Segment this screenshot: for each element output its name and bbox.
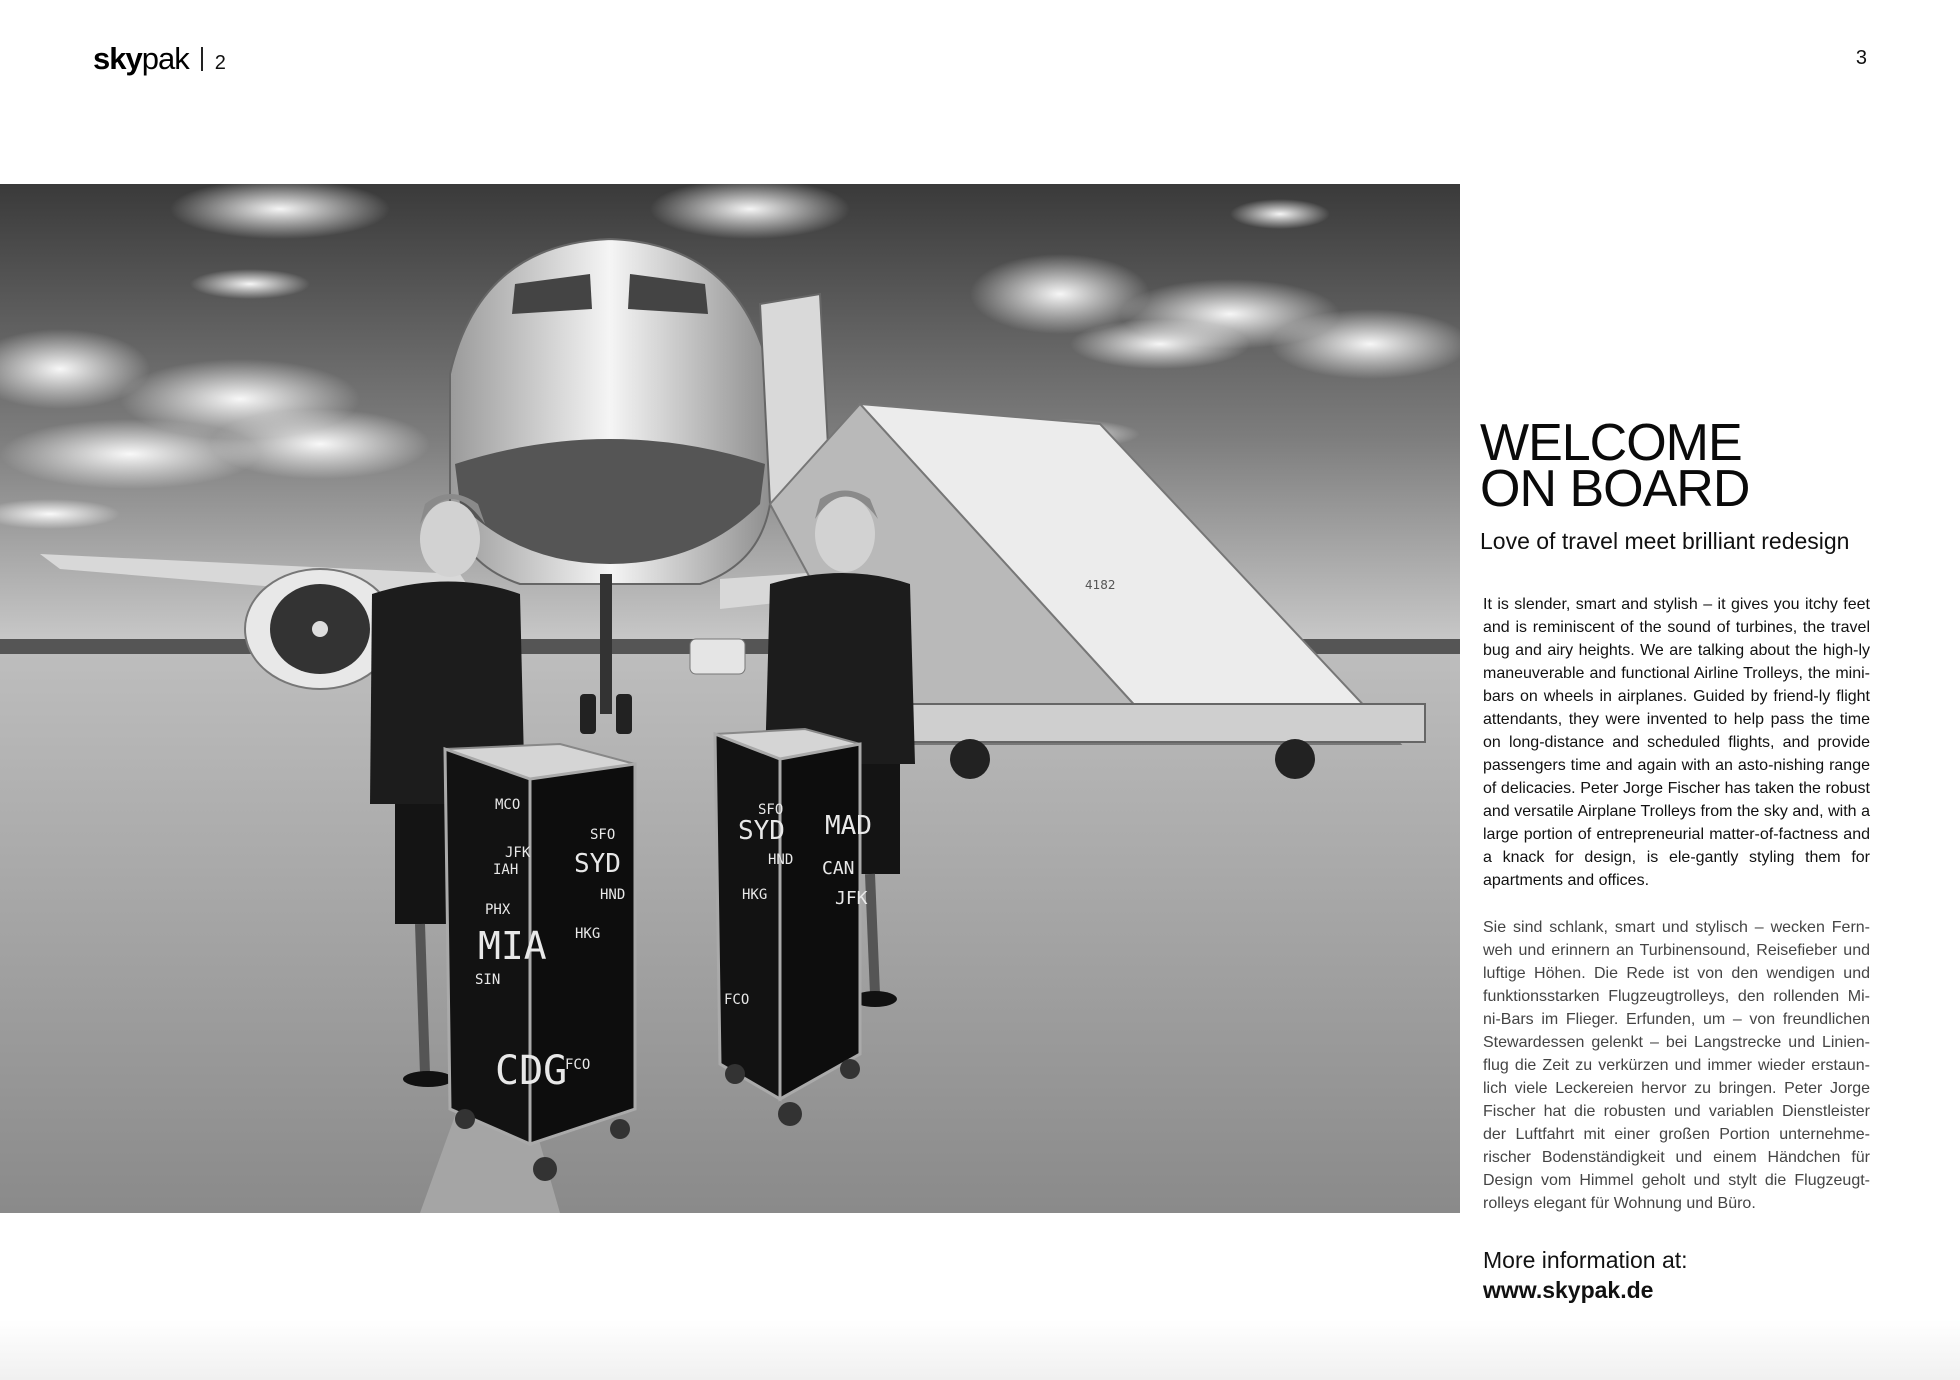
svg-text:HND: HND <box>768 852 794 868</box>
svg-text:FCO: FCO <box>565 1057 591 1073</box>
headline-line-2: ON BOARD <box>1480 460 1750 518</box>
article-headline <box>1480 414 1870 518</box>
svg-text:MCO: MCO <box>495 797 521 813</box>
svg-text:JFK: JFK <box>835 888 868 909</box>
svg-text:SFO: SFO <box>590 827 616 843</box>
svg-text:MAD: MAD <box>825 811 872 841</box>
svg-text:SFO: SFO <box>758 802 784 818</box>
paragraph-german: Sie sind schlank, smart und stylisch – wecken Fern-weh und erinnern an Turbinensound, Reisefieber und luftige Höhen. Die Rede ist von den wendigen und funktionsstarken Flugzeugtrolleys, den rollenden Mi-ni-Bars im Flieger. Erfunden, um – von freundlichen Stewardessen gelenkt – bei Langstrecke und Linien-flug die Zeit zu verkürzen und immer wieder erstaun-lich viele Leckereien hervor zu bringen. Peter Jorge Fischer hat die robusten und variablen Dienstleister der Luftfahrt mit einer großen Portion unternehme-rischer Bodenständigkeit und einem Händchen für Design vom Himmel geholt und stylt die Flugzeugt-rolleys elegant für Wohnung und Büro. <box>1483 919 1870 1212</box>
trolley-right <box>715 729 872 1126</box>
article-column <box>1480 414 1870 1305</box>
page-number-right: 3 <box>1855 47 1867 69</box>
brand-logo: skypak <box>93 41 189 76</box>
svg-text:HND: HND <box>600 887 626 903</box>
svg-text:HKG: HKG <box>742 887 768 903</box>
svg-text:4182: 4182 <box>1085 578 1116 592</box>
svg-text:MIA: MIA <box>478 924 547 968</box>
headline-line-1: WELCOME <box>1480 414 1742 472</box>
page-number-left: 2 <box>214 52 226 74</box>
trolley-left <box>445 744 635 1181</box>
svg-text:PHX: PHX <box>485 902 511 918</box>
svg-text:FCO: FCO <box>724 992 750 1008</box>
svg-text:SIN: SIN <box>475 972 501 988</box>
page-bottom-shadow <box>0 1320 1960 1380</box>
header-divider <box>201 47 203 71</box>
airplane-photo <box>0 184 1460 1213</box>
more-info-label: More information at: <box>1483 1247 1688 1273</box>
svg-text:CAN: CAN <box>822 858 855 879</box>
svg-text:CDG: CDG <box>495 1048 568 1094</box>
svg-text:HKG: HKG <box>575 926 601 942</box>
page-header-left <box>93 41 226 77</box>
more-info <box>1483 1245 1870 1305</box>
svg-text:SYD: SYD <box>574 849 621 879</box>
svg-text:IAH: IAH <box>493 862 519 878</box>
svg-text:JFK: JFK <box>505 845 531 861</box>
article-subhead: Love of travel meet brilliant redesign <box>1480 528 1850 554</box>
paragraph-english: It is slender, smart and stylish – it gives you itchy feet and is reminiscent of the sound of turbines, the travel bug and airy heights. We are talking about the high-ly maneuverable and functional Airline Trolleys, the mini-bars on wheels in airplanes. Guided by friend-ly flight attendants, they were invented to help pass the time on long-distance and scheduled flights, and provide passengers time and again with an asto-nishing range of delicacies. Peter Jorge Fischer has taken the robust and versatile Airplane Trolleys from the sky and, with a large portion of entrepreneurial matter-of-factness and a knack for design, is ele-gantly styling them for apartments and offices. <box>1483 596 1870 889</box>
svg-text:SYD: SYD <box>738 816 785 846</box>
website-link[interactable]: www.skypak.de <box>1483 1277 1654 1303</box>
